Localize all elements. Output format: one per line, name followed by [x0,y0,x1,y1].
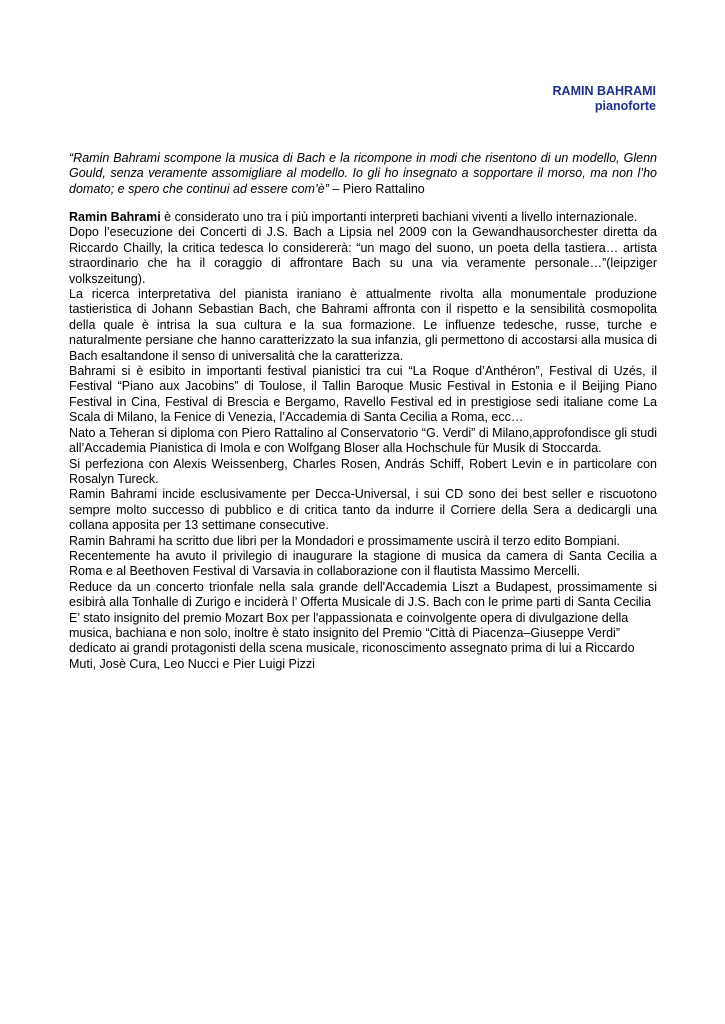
header-block [553,84,656,114]
bio-paragraph: Recentemente ha avuto il privilegio di inaugurare la stagione di musica da camera di Santa Cecilia a Roma e al Beethoven Festival di Varsavia in collaborazione con il flautista Massimo Mercelli. [69,548,657,579]
bio-paragraph: E’ stato insignito del premio Mozart Box per l'appassionata e coinvolgente opera di divulgazione della musica, bachiana e non solo, inoltre è stato insignito del Premio “Città di Piacenza–Giuseppe Verdi” dedicato ai grandi protagonisti della scena musicale, riconoscimento assegnato prima di lui a Riccardo Muti, Josè Cura, Leo Nucci e Pier Luigi Pizzi [69,610,635,671]
artist-name: RAMIN BAHRAMI [552,84,656,98]
bio-paragraph: Bahrami si è esibito in importanti festival pianistici tra cui “La Roque d’Anthéron”, Festival di Uzés, il Festival “Piano aux Jacobins” di Toulose, il Tallin Baroque Music Festival in Estonia e il Beijing Piano Festival in Cina, Festival di Brescia e Bergamo, Ravello Festival ed in prestigiose sedi italiane come La Scala di Milano, la Fenice di Venezia, l’Accademia di Santa Cecilia a Roma, ecc… [69,364,657,425]
biography [69,210,657,672]
bio-paragraph: Ramin Bahrami incide esclusivamente per Decca-Universal, i sui CD sono dei best seller e riscuotono sempre molto successo di pubblico e di critica tanto da indurre il Corriere della Sera a dedicargli una collana apposita per 13 settimane consecutive. [69,487,657,533]
bio-paragraph: Dopo l’esecuzione dei Concerti di J.S. Bach a Lipsia nel 2009 con la Gewandhausorchester diretta da Riccardo Chailly, la critica tedesca lo considererà: “un mago del suono, un poeta della tastiera… artista straordinario che ha il coraggio di affrontare Bach su una via veramente personale…”(leipziger volkszeitung). [69,225,657,286]
bio-lead-name: Ramin Bahrami [69,210,161,224]
quote-text: “Ramin Bahrami scompone la musica di Bach e la ricompone in modi che risentono di un modello, Glenn Gould, senza veramente assomigliare al modello. Io gli ho insegnato a sopportare il morso, ma non l’ho domato; e spero che continui ad essere com’è” [69,150,657,196]
bio-paragraph: Ramin Bahrami ha scritto due libri per la Mondadori e prossimamente uscirà il terzo edito Bompiani. [69,533,620,548]
bio-lead-paragraph [69,210,657,225]
bio-paragraph: La ricerca interpretativa del pianista iraniano è attualmente rivolta alla monumentale produzione tastieristica di Johann Sebastian Bach, che Bahrami affronta con il rispetto e la sensibilità cosmopolita della quale è intrisa la sua cultura e la sua formazione. Le influenze tedesche, russe, turche e naturalmente persiane che hanno caratterizzato la sua infanzia, gli permettono di accostarsi alla musica di Bach esaltandone il senso di universalità che la caratterizza. [69,287,657,363]
artist-instrument: pianoforte [594,99,656,113]
bio-paragraph: Si perfeziona con Alexis Weissenberg, Charles Rosen, András Schiff, Robert Levin e in particolare con Rosalyn Tureck. [69,456,657,486]
bio-paragraph: Nato a Teheran si diploma con Piero Rattalino al Conservatorio “G. Verdi” di Milano,approfondisce gli studi all’Accademia Pianistica di Imola e con Wolfgang Bloser alla Hochschule für Musik di Stoccarda. [69,425,657,456]
bio-lead-text: è considerato uno tra i più importanti interpreti bachiani viventi a livello internazionale. [160,210,638,224]
quote-paragraph [69,151,657,198]
bio-paragraph: Reduce da un concerto trionfale nella sala grande dell'Accademia Liszt a Budapest, prossimamente si esibirà alla Tonhalle di Zurigo e inciderà l’ Offerta Musicale di J.S. Bach con le prime parti di Santa Cecilia [69,579,657,610]
quote-attribution: – Piero Rattalino [328,181,425,196]
